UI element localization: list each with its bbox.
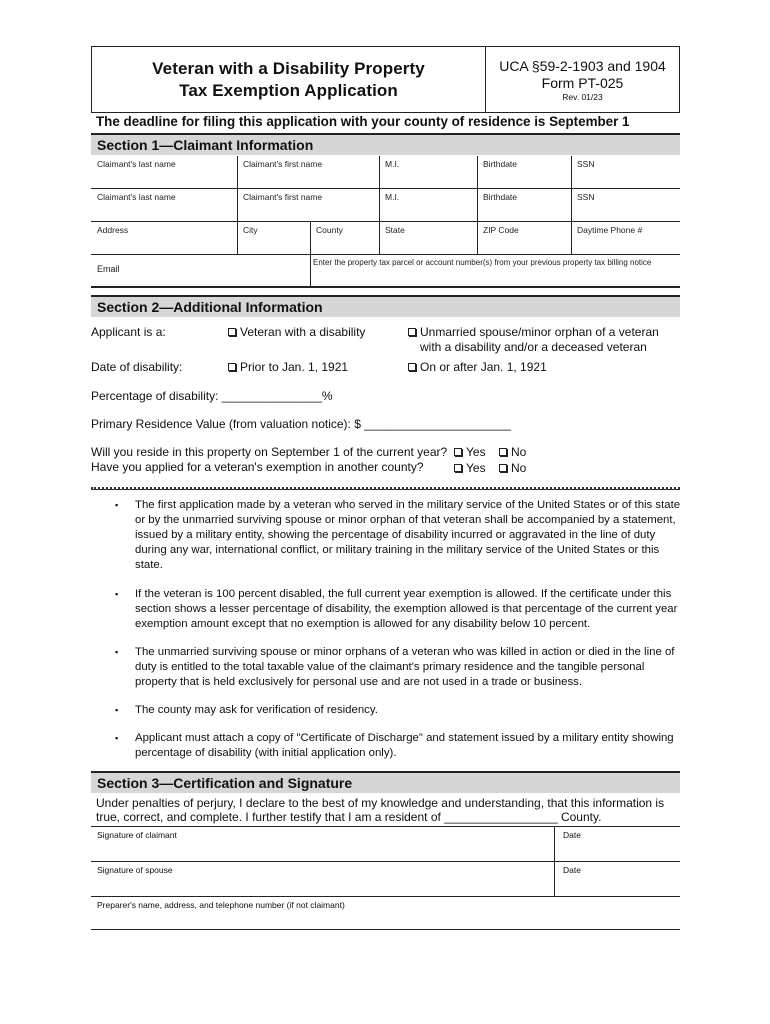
claimant-info-table [91, 156, 680, 288]
option-after-1921[interactable] [408, 360, 547, 374]
revision: Rev. 01/23 [562, 92, 603, 102]
spouse-date-field[interactable]: Date [554, 862, 581, 897]
instruction-5-text: Applicant must attach a copy of "Certificate of Discharge" and statement issued by a military entity showing percentage of disability (with initial application only). [135, 732, 674, 759]
address-field[interactable]: Address [97, 225, 129, 235]
instruction-1-text: The first application made by a veteran who served in the military service of the United States or of this state or by the unmarried surviving spouse or minor orphan of that veteran shall be accompanied by a statement, issued by a military entity, showing the percentage of disability incurred or aggravated in the line of duty during any war, international conflict, or military training in the military service of the United States or this state. [135, 499, 681, 571]
question-other-county: Have you applied for a veteran's exemption in another county? [91, 460, 424, 474]
section-2-header: Section 2—Additional Information [91, 295, 680, 317]
claimant-signature-field[interactable]: Signature of claimant [97, 830, 177, 840]
divider [91, 487, 680, 490]
option-prior-label: Prior to Jan. 1, 1921 [240, 360, 349, 374]
claimant-row-2 [91, 189, 680, 222]
preparer-field[interactable]: Preparer's name, address, and telephone number (if not claimant) [97, 900, 345, 910]
title-line-2: Tax Exemption Application [179, 80, 398, 100]
checkbox-icon[interactable] [499, 464, 507, 472]
question-reside: Will you reside in this property on September 1 of the current year? [91, 445, 448, 459]
address-row [91, 222, 680, 255]
q1-no-label: No [511, 445, 527, 459]
checkbox-icon[interactable] [454, 448, 462, 456]
instruction-3-text: The unmarried surviving spouse or minor orphans of a veteran who was killed in action or died in the line of duty is entitled to the total taxable value of the claimant's primary residence and the tangible personal property that is held exclusively for personal use and are not used in a trade or business. [135, 646, 675, 688]
spouse-signature-field[interactable]: Signature of spouse [97, 865, 173, 875]
deadline-notice: The deadline for filing this application with your county of residence is September 1 [96, 114, 630, 129]
county-field[interactable]: County [316, 225, 343, 235]
instruction-2 [115, 587, 685, 632]
q2-no[interactable] [499, 461, 526, 475]
phone-field[interactable]: Daytime Phone # [577, 225, 643, 235]
instruction-1 [115, 498, 685, 573]
instruction-3 [115, 645, 685, 690]
spouse-signature-row [91, 861, 680, 896]
percentage-of-disability[interactable]: Percentage of disability: _______________% [91, 389, 333, 403]
claimant-birthdate-field[interactable]: Birthdate [483, 159, 518, 169]
parcel-number-field[interactable]: Enter the property tax parcel or account number(s) from your previous property tax billing notice [313, 258, 652, 267]
email-row [91, 255, 680, 288]
checkbox-icon[interactable] [228, 363, 236, 371]
certification-line-2[interactable]: true, correct, and complete. I further testify that I am a resident of _________________ County. [96, 810, 602, 824]
bullet-icon: ▪ [115, 589, 119, 599]
preparer-row [91, 896, 680, 930]
statute-ref: UCA §59-2-1903 and 1904 [499, 58, 666, 74]
city-field[interactable]: City [243, 225, 258, 235]
instruction-5 [115, 731, 685, 761]
claimant-first-name-field[interactable]: Claimant's first name [243, 159, 323, 169]
checkbox-icon[interactable] [408, 363, 416, 371]
applicant-label: Applicant is a: [91, 325, 166, 339]
option-after-label: On or after Jan. 1, 1921 [420, 360, 547, 374]
claimant2-ssn-field[interactable]: SSN [577, 192, 595, 202]
claimant-last-name-field[interactable]: Claimant's last name [97, 159, 176, 169]
option-spouse-label-2: with a disability and/or a deceased veteran [420, 340, 647, 354]
claimant-mi-field[interactable]: M.I. [385, 159, 400, 169]
email-field[interactable]: Email [97, 264, 120, 274]
instructions-list [115, 498, 685, 761]
claimant-row-1 [91, 156, 680, 189]
signature-table [91, 826, 680, 930]
zip-field[interactable]: ZIP Code [483, 225, 519, 235]
q2-yes-label: Yes [466, 461, 486, 475]
form-header [91, 46, 680, 113]
claimant2-birthdate-field[interactable]: Birthdate [483, 192, 518, 202]
option-spouse-orphan[interactable] [408, 325, 659, 355]
option-veteran-label: Veteran with a disability [240, 325, 366, 339]
instruction-2-text: If the veteran is 100 percent disabled, the full current year exemption is allowed. If the certificate under this section shows a lesser percentage of disability, the exemption allowed is that percentage of the current year exemption amount except that no exemption is allowed for any disability below 10 percent. [135, 588, 678, 630]
q2-yes[interactable] [454, 461, 486, 475]
q1-no[interactable] [499, 445, 526, 459]
bullet-icon: ▪ [115, 647, 119, 657]
certification-text [96, 796, 680, 824]
state-field[interactable]: State [385, 225, 405, 235]
claimant-date-field[interactable]: Date [554, 827, 581, 862]
q1-yes[interactable] [454, 445, 486, 459]
bullet-icon: ▪ [115, 733, 119, 743]
section-1-header: Section 1—Claimant Information [91, 133, 680, 155]
instruction-4 [115, 703, 685, 718]
q1-yes-label: Yes [466, 445, 486, 459]
claimant2-mi-field[interactable]: M.I. [385, 192, 400, 202]
date-of-disability-label: Date of disability: [91, 360, 183, 374]
form-number: Form PT-025 [541, 75, 624, 91]
instruction-4-text: The county may ask for verification of residency. [135, 704, 378, 716]
form-title [92, 47, 486, 112]
bullet-icon: ▪ [115, 500, 119, 510]
option-veteran[interactable] [228, 325, 365, 339]
option-spouse-label-1: Unmarried spouse/minor orphan of a veteran [420, 325, 659, 339]
claimant-signature-row [91, 826, 680, 861]
claimant-ssn-field[interactable]: SSN [577, 159, 595, 169]
certification-line-1: Under penalties of perjury, I declare to the best of my knowledge and understanding, that this information is [96, 796, 665, 810]
bullet-icon: ▪ [115, 705, 119, 715]
title-line-1: Veteran with a Disability Property [152, 58, 425, 78]
form-identifier [486, 47, 679, 112]
option-prior-1921[interactable] [228, 360, 348, 374]
checkbox-icon[interactable] [408, 328, 416, 336]
q2-no-label: No [511, 461, 527, 475]
checkbox-icon[interactable] [454, 464, 462, 472]
section-3-header: Section 3—Certification and Signature [91, 771, 680, 793]
checkbox-icon[interactable] [228, 328, 236, 336]
claimant2-first-name-field[interactable]: Claimant's first name [243, 192, 323, 202]
claimant2-last-name-field[interactable]: Claimant's last name [97, 192, 176, 202]
primary-residence-value[interactable]: Primary Residence Value (from valuation notice): $ ______________________ [91, 417, 512, 431]
checkbox-icon[interactable] [499, 448, 507, 456]
